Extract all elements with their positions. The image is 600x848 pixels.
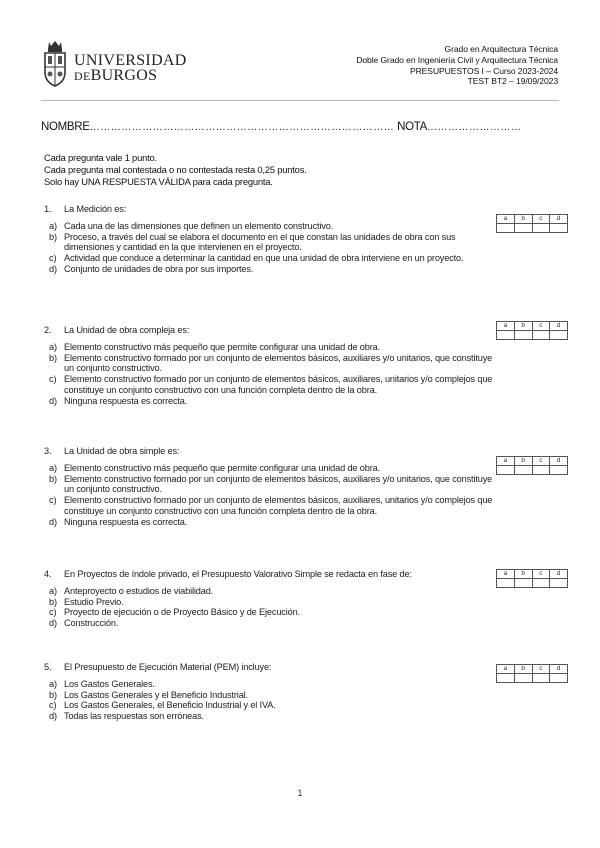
instruction-line: Cada pregunta vale 1 punto. [44, 152, 157, 163]
option-a: a) Elemento constructivo más pequeño que permite configurar una unidad de obra. [49, 341, 380, 352]
answer-header-a: a [497, 322, 515, 331]
question-1 [44, 204, 494, 275]
instructions [44, 152, 307, 188]
answer-header-d: d [550, 322, 568, 331]
answer-header-a: a [497, 665, 515, 674]
answer-header-a: a [497, 570, 515, 579]
option-a: a) Anteproyecto o estudios de viabilidad. [49, 585, 214, 596]
answer-cell-a[interactable] [497, 331, 515, 340]
question-5 [44, 662, 494, 722]
answer-cell-b[interactable] [514, 466, 532, 475]
option-b: b) Proceso, a través del cual se elabora el documento en el que constan las unidades de obra con sus dimensiones y cantidad en la que intervienen en el proyecto. [49, 231, 456, 253]
question-text: La Medición es: [64, 204, 127, 214]
nombre-label: NOMBRE [41, 121, 90, 133]
instruction-line: Solo hay UNA RESPUESTA VÁLIDA para cada pregunta. [44, 176, 273, 187]
answer-cell-d[interactable] [550, 331, 568, 340]
question-3 [44, 446, 494, 528]
option-c: c) Los Gastos Generales, el Beneficio Industrial y el IVA. [49, 700, 276, 711]
option-b: b) Elemento constructivo formado por un conjunto de elementos básicos, auxiliares y/o unitarios, que constituye un conjunto constructivo. [49, 473, 493, 495]
instruction-line: Cada pregunta mal contestada o no contestada resta 0,25 puntos. [44, 164, 307, 175]
answer-cell-c[interactable] [532, 224, 550, 233]
degree-line: Grado en Arquitectura Técnica [444, 44, 558, 54]
question-number: 4. [44, 569, 52, 579]
answer-box-4 [496, 569, 568, 588]
answer-cell-d[interactable] [550, 674, 568, 683]
option-a: a) Cada una de las dimensiones que definen un elemento constructivo. [49, 220, 334, 231]
answer-box-2 [496, 321, 568, 340]
university-logo [40, 40, 187, 90]
answer-header-d: d [550, 457, 568, 466]
answer-header-d: d [550, 570, 568, 579]
answer-cell-b[interactable] [514, 331, 532, 340]
answer-header-b: b [514, 570, 532, 579]
nota-label: NOTA [397, 121, 427, 133]
university-name-line2 [74, 67, 157, 85]
name-row [41, 121, 561, 133]
option-b: b) Los Gastos Generales y el Beneficio Industrial. [49, 689, 248, 700]
answer-cell-b[interactable] [514, 674, 532, 683]
answer-cell-a[interactable] [497, 579, 515, 588]
answer-cell-d[interactable] [550, 579, 568, 588]
double-degree-line: Doble Grado en Ingeniería Civil y Arquitectura Técnica [356, 54, 558, 65]
header-divider [41, 100, 559, 101]
answer-box-1 [496, 214, 568, 233]
university-name-line1: UNIVERSIDAD [74, 52, 187, 69]
answer-header-c: c [532, 322, 550, 331]
university-city: BURGOS [90, 67, 158, 84]
course-header [356, 44, 558, 87]
nombre-field[interactable]: …………………………………………………………………………… [89, 122, 395, 133]
answer-cell-a[interactable] [497, 674, 515, 683]
option-d: d) Todas las respuestas son erróneas. [49, 711, 204, 722]
option-a: a) Los Gastos Generales. [49, 678, 155, 689]
answer-header-c: c [532, 570, 550, 579]
answer-header-d: d [550, 665, 568, 674]
answer-cell-a[interactable] [497, 466, 515, 475]
answer-header-c: c [532, 215, 550, 224]
question-text: La Unidad de obra simple es: [64, 446, 180, 456]
test-line: TEST BT2 – 19/09/2023 [467, 76, 558, 87]
answer-header-b: b [514, 665, 532, 674]
answer-header-a: a [497, 457, 515, 466]
question-2 [44, 325, 494, 407]
page-number: 1 [297, 788, 303, 798]
option-d: d) Ninguna respuesta es correcta. [49, 516, 188, 527]
course-line: PRESUPUESTOS I – Curso 2023-2024 [409, 65, 558, 76]
answer-box-3 [496, 456, 568, 475]
answer-header-a: a [497, 215, 515, 224]
question-text: El Presupuesto de Ejecución Material (PEM) incluye: [64, 662, 272, 672]
option-d: d) Ninguna respuesta es correcta. [49, 395, 188, 406]
question-number: 1. [44, 204, 52, 214]
answer-header-b: b [514, 457, 532, 466]
answer-cell-c[interactable] [532, 674, 550, 683]
option-d: d) Construcción. [49, 618, 119, 629]
option-a: a) Elemento constructivo más pequeño que permite configurar una unidad de obra. [49, 462, 380, 473]
question-number: 3. [44, 446, 52, 456]
question-number: 2. [44, 325, 52, 335]
option-c: c) Elemento constructivo formado por un conjunto de elementos básicos, auxiliares, unitarios y/o complejos que constituye un conjunto constructivo con una función completa dentro de la obra. [49, 374, 493, 395]
crest-icon [40, 40, 70, 88]
answer-cell-c[interactable] [532, 331, 550, 340]
option-c: c) Proyecto de ejecución o de Proyecto Básico y de Ejecución. [49, 607, 300, 618]
answer-header-d: d [550, 215, 568, 224]
answer-cell-d[interactable] [550, 224, 568, 233]
question-4 [44, 569, 494, 629]
question-text: En Proyectos de índole privado, el Presupuesto Valorativo Simple se redacta en fase de: [64, 569, 412, 579]
question-text: La Unidad de obra compleja es: [64, 325, 190, 335]
question-number: 5. [44, 662, 52, 672]
university-prefix: DE [74, 69, 91, 83]
answer-header-c: c [532, 457, 550, 466]
option-c: c) Elemento constructivo formado por un conjunto de elementos básicos, auxiliares, unitarios y/o complejos que constituye un conjunto constructivo con una función completa dentro de la obra. [49, 495, 493, 516]
option-b: b) Estudio Previo. [49, 596, 124, 607]
option-d: d) Conjunto de unidades de obra por sus importes. [49, 263, 254, 274]
answer-cell-b[interactable] [514, 579, 532, 588]
answer-cell-b[interactable] [514, 224, 532, 233]
answer-cell-c[interactable] [532, 466, 550, 475]
nota-field[interactable]: ……………………… [427, 122, 522, 133]
option-b: b) Elemento constructivo formado por un conjunto de elementos básicos, auxiliares y/o unitarios, que constituye un conjunto constructivo. [49, 352, 493, 374]
option-c: c) Actividad que conduce a determinar la cantidad en que una unidad de obra interviene en un proyecto. [49, 253, 464, 264]
answer-header-b: b [514, 322, 532, 331]
answer-box-5 [496, 664, 568, 683]
answer-header-b: b [514, 215, 532, 224]
answer-cell-c[interactable] [532, 579, 550, 588]
answer-header-c: c [532, 665, 550, 674]
answer-cell-d[interactable] [550, 466, 568, 475]
answer-cell-a[interactable] [497, 224, 515, 233]
